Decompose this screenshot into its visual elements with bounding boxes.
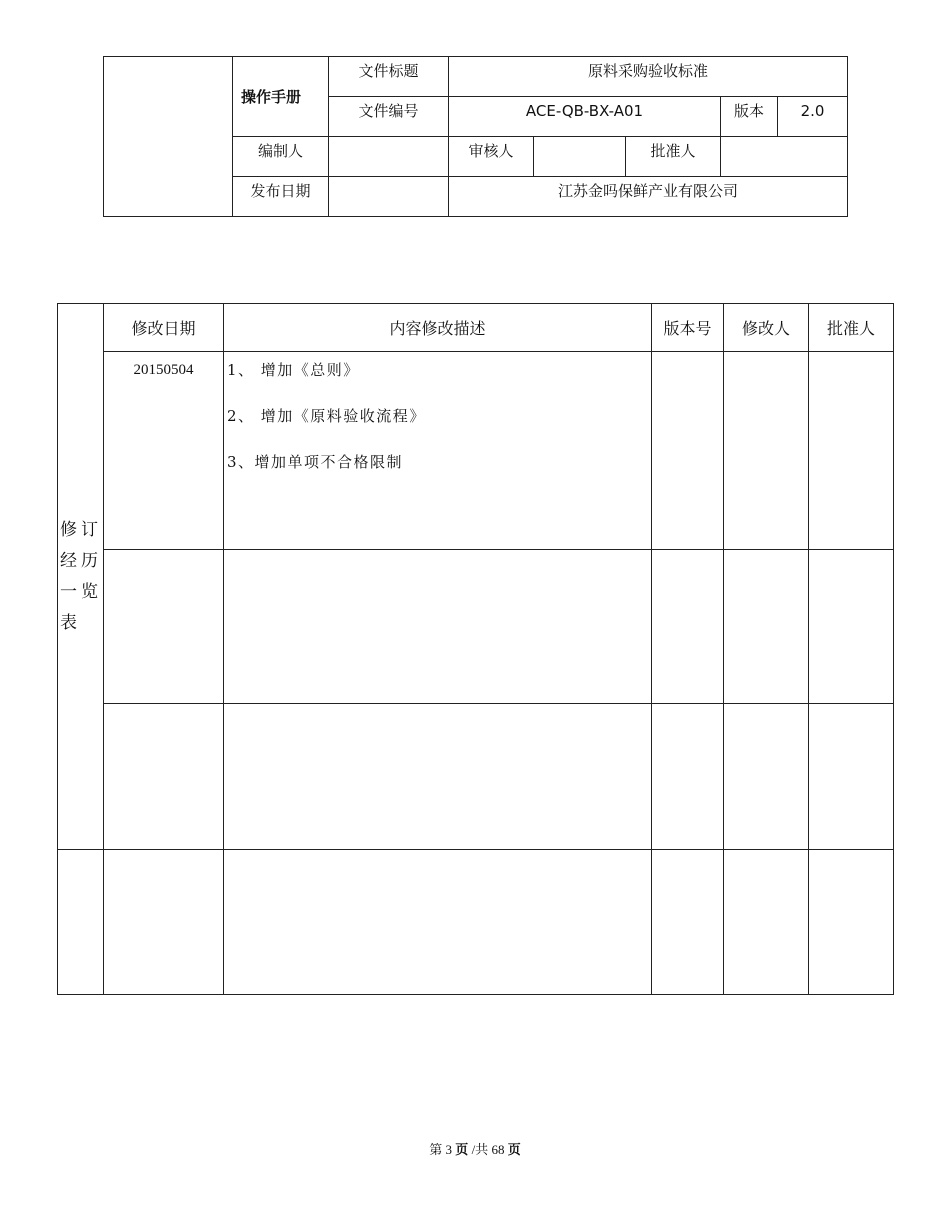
release-date-label: 发布日期: [233, 177, 329, 217]
revision-description: [224, 704, 652, 850]
revision-approver: [809, 352, 894, 550]
page-footer: [0, 1139, 950, 1158]
revision-version: [652, 850, 724, 995]
manual-label: 操作手册: [233, 57, 329, 137]
revision-history-table: [57, 303, 894, 995]
description-line: 3、增加单项不合格限制: [227, 453, 404, 471]
revision-side-title: [58, 304, 104, 850]
title-value: 原料采购验收标准: [449, 57, 848, 97]
revision-version: [652, 704, 724, 850]
logo-cell: [104, 57, 233, 217]
approver-label: 批准人: [626, 137, 721, 177]
revision-modifier: [724, 352, 809, 550]
revision-version: [652, 352, 724, 550]
side-title-char: 修: [60, 519, 77, 540]
column-header-approver: 批准人: [809, 304, 894, 352]
side-title-char: 览: [81, 581, 98, 602]
revision-date: [104, 550, 224, 704]
revision-modifier: [724, 550, 809, 704]
revision-version: [652, 550, 724, 704]
footer-prefix: 第: [429, 1142, 443, 1157]
revision-date: [104, 850, 224, 995]
code-label: 文件编号: [329, 97, 449, 137]
table-row: [58, 352, 894, 550]
table-row: [58, 704, 894, 850]
description-line: 1、 增加《总则》: [227, 361, 360, 379]
revision-description: [224, 550, 652, 704]
version-value: 2.0: [778, 97, 848, 137]
revision-date: [104, 704, 224, 850]
footer-separator: /共: [471, 1142, 489, 1157]
table-row: [58, 850, 894, 995]
revision-description: [224, 850, 652, 995]
code-value: ACE-QB-BX-A01: [449, 97, 721, 137]
total-page-number: 68: [491, 1142, 505, 1157]
table-header-row: [58, 304, 894, 352]
document-header-table: [103, 56, 848, 217]
side-title-char: 历: [81, 550, 98, 571]
description-line: 2、 增加《原料验收流程》: [227, 407, 426, 425]
side-title-char: 经: [60, 550, 77, 571]
release-date-value: [329, 177, 449, 217]
reviewer-value: [534, 137, 626, 177]
revision-modifier: [724, 704, 809, 850]
blank-side-cell: [58, 850, 104, 995]
revision-date: 20150504: [104, 352, 224, 550]
column-header-description: 内容修改描述: [224, 304, 652, 352]
revision-approver: [809, 850, 894, 995]
revision-description: [224, 352, 652, 550]
reviewer-label: 审核人: [449, 137, 534, 177]
side-title-char: 订: [81, 519, 98, 540]
column-header-modifier: 修改人: [724, 304, 809, 352]
title-label: 文件标题: [329, 57, 449, 97]
author-value: [329, 137, 449, 177]
column-header-date: 修改日期: [104, 304, 224, 352]
revision-modifier: [724, 850, 809, 995]
revision-approver: [809, 704, 894, 850]
footer-total-unit: 页: [507, 1143, 521, 1158]
side-title-char: 表: [60, 612, 77, 633]
author-label: 编制人: [233, 137, 329, 177]
revision-approver: [809, 550, 894, 704]
current-page-number: 3: [445, 1142, 453, 1157]
table-row: [58, 550, 894, 704]
footer-page-unit: 页: [455, 1143, 469, 1158]
side-title-char: 一: [60, 581, 77, 602]
version-label: 版本: [721, 97, 778, 137]
company-name: 江苏金吗保鲜产业有限公司: [449, 177, 848, 217]
column-header-version: 版本号: [652, 304, 724, 352]
approver-value: [721, 137, 848, 177]
